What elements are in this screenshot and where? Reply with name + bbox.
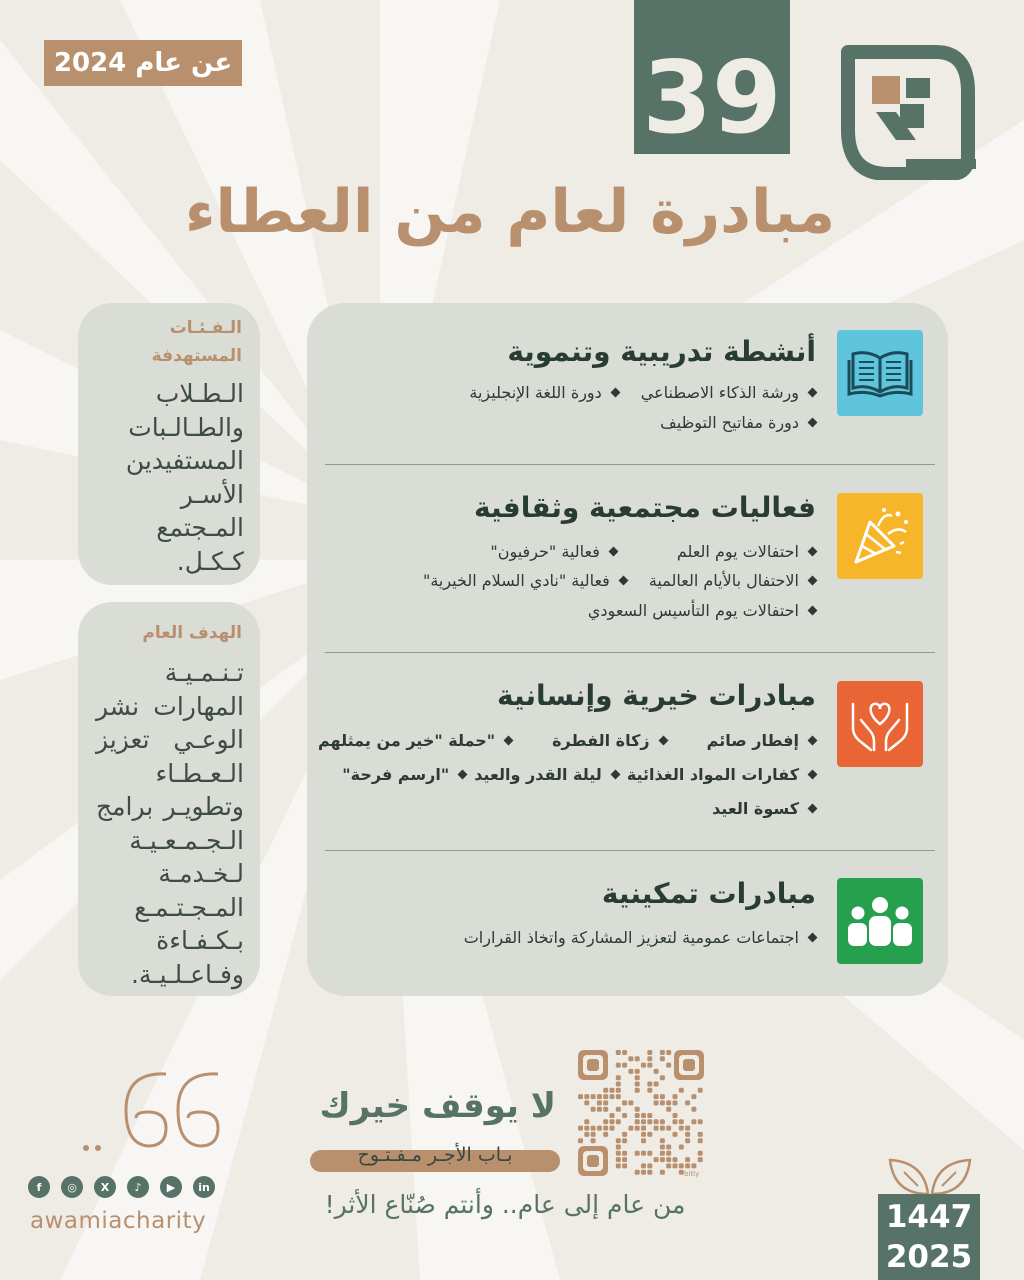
section-charity — [307, 653, 948, 851]
list-item: دورة اللغة الإنجليزية — [469, 383, 618, 402]
target-groups-card — [78, 303, 260, 585]
general-goal-heading: الهدف العام — [142, 623, 242, 643]
list-row — [342, 765, 816, 784]
list-item: دورة مفاتيح التوظيف — [660, 413, 816, 432]
youtube-icon[interactable]: ▶ — [160, 1176, 182, 1198]
party-popper-icon — [837, 493, 923, 579]
open-book-icon — [837, 330, 923, 416]
section-events — [307, 465, 948, 653]
quote-mark-icon — [78, 1066, 223, 1156]
list-row — [712, 799, 816, 818]
initiatives-count: 39 — [634, 0, 790, 154]
social-handle[interactable]: awamiacharity — [30, 1208, 207, 1234]
qr-caption: bitly — [684, 1170, 700, 1178]
list-item: ورشة الذكاء الاصطناعي — [641, 383, 816, 402]
list-item: كسوة العيد — [712, 799, 816, 818]
section-empowerment — [307, 851, 948, 996]
slogan-main: لا يوقف خيرك — [319, 1086, 556, 1126]
list-item: كفارات المواد الغذائية — [627, 765, 816, 784]
list-item: "ارسم فرحة" — [342, 765, 466, 784]
list-row — [490, 542, 816, 561]
year-tag: عن عام 2024 — [44, 40, 242, 86]
list-item: "حملة "خير من يمثلهم — [318, 731, 512, 750]
tagline: من عام إلى عام.. وأنتم صُنّاع الأثر! — [324, 1190, 686, 1219]
list-item: اجتماعات عمومية لتعزيز المشاركة واتخاذ القرارات — [464, 928, 816, 947]
list-row — [660, 413, 816, 432]
hands-heart-icon — [837, 681, 923, 767]
list-item: زكاة الفطرة — [552, 731, 667, 750]
list-row — [469, 383, 816, 402]
hijri-year: 1447 — [885, 1199, 973, 1235]
year-badge — [878, 1194, 980, 1280]
tiktok-icon[interactable]: ♪ — [127, 1176, 149, 1198]
page-title: مبادرة لعام من العطاء — [184, 177, 836, 247]
charity-logo-icon — [836, 38, 978, 180]
list-item: ليلة القدر والعيد — [474, 765, 619, 784]
list-row — [318, 731, 816, 750]
list-row — [588, 601, 816, 620]
section-title: فعاليات مجتمعية وثقافية — [473, 491, 816, 524]
social-links — [28, 1176, 220, 1198]
list-item: فعالية "نادي السلام الخيرية" — [423, 571, 627, 590]
gregorian-year: 2025 — [885, 1239, 973, 1275]
general-goal-card — [78, 602, 260, 996]
initiatives-panel — [307, 303, 948, 996]
facebook-icon[interactable]: f — [28, 1176, 50, 1198]
list-row — [423, 571, 816, 590]
list-item: فعالية "حرفيون" — [490, 542, 617, 561]
general-goal-body: تـنـمـيـة المهارات نشر الوعـي تعزيز الـعـطـاء وتطويـر برامج الـجـمـعـيـة لـخـدمـة المـجـتـمـع بـكـفـاءة وفـاعـلـيـة. — [96, 658, 244, 989]
x-icon[interactable]: X — [94, 1176, 116, 1198]
target-groups-heading: الـفـئـات — [169, 318, 242, 338]
linkedin-icon[interactable]: in — [193, 1176, 215, 1198]
list-row — [464, 928, 816, 947]
instagram-icon[interactable]: ◎ — [61, 1176, 83, 1198]
group-people-icon — [837, 878, 923, 964]
qr-code[interactable] — [576, 1048, 706, 1178]
list-item: احتفالات يوم العلم — [677, 542, 816, 561]
target-groups-heading-2: المستهدفة — [151, 346, 242, 366]
section-training — [307, 303, 948, 465]
slogan-sub: بـاب الأجـر مـفـتـوح — [357, 1144, 513, 1166]
leaf-decoration-icon — [884, 1156, 976, 1196]
section-title: أنشطة تدريبية وتنموية — [507, 335, 816, 368]
section-title: مبادرات خيرية وإنسانية — [497, 679, 816, 712]
list-item: الاحتفال بالأيام العالمية — [649, 571, 816, 590]
target-groups-body: الـطـلاب والطـالـبات المستفيدين الأسـر المـجتمع كـكـل. — [125, 379, 244, 576]
list-item: إفطار صائم — [707, 731, 816, 750]
section-title: مبادرات تمكينية — [601, 877, 816, 910]
list-item: احتفالات يوم التأسيس السعودي — [588, 601, 816, 620]
